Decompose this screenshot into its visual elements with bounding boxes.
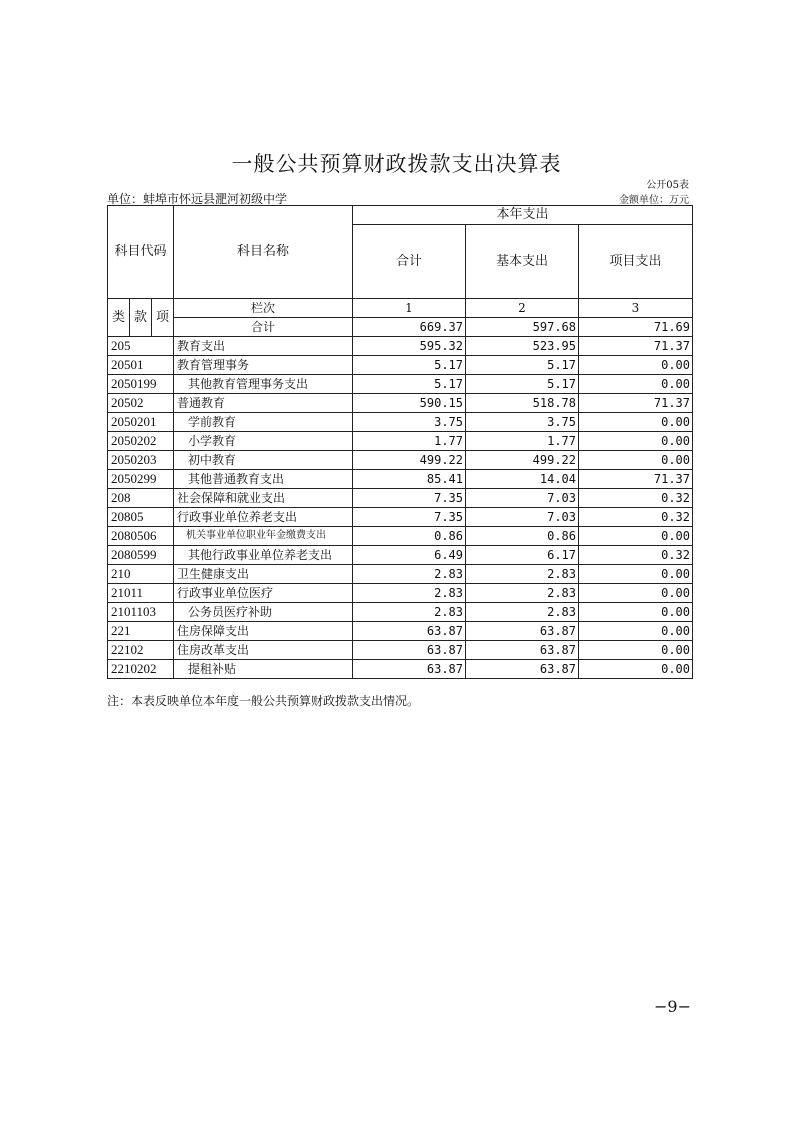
subject-code: 208 bbox=[108, 489, 174, 508]
year-expenditure-header: 本年支出 bbox=[353, 206, 693, 225]
column-index-2: 2 bbox=[466, 299, 579, 318]
subject-code: 2101103 bbox=[108, 603, 174, 622]
table-row bbox=[108, 394, 693, 413]
subject-name: 初中教育 bbox=[174, 451, 353, 470]
grand-total: 669.37 bbox=[353, 318, 466, 337]
basic-value: 7.03 bbox=[466, 508, 579, 527]
subject-code: 210 bbox=[108, 565, 174, 584]
table-row bbox=[108, 546, 693, 565]
total-value: 5.17 bbox=[353, 375, 466, 394]
basic-value: 2.83 bbox=[466, 603, 579, 622]
subject-name: 行政事业单位医疗 bbox=[174, 584, 353, 603]
subject-code-header: 科目代码 bbox=[108, 206, 174, 299]
basic-value: 14.04 bbox=[466, 470, 579, 489]
table-row bbox=[108, 337, 693, 356]
project-value: 0.00 bbox=[579, 356, 693, 375]
total-value: 595.32 bbox=[353, 337, 466, 356]
total-value: 7.35 bbox=[353, 508, 466, 527]
table-row bbox=[108, 451, 693, 470]
project-value: 0.00 bbox=[579, 527, 693, 546]
project-value: 0.00 bbox=[579, 641, 693, 660]
table-row bbox=[108, 660, 693, 679]
table-row bbox=[108, 641, 693, 660]
subject-code: 22102 bbox=[108, 641, 174, 660]
total-value: 0.86 bbox=[353, 527, 466, 546]
total-value: 6.49 bbox=[353, 546, 466, 565]
subject-code: 221 bbox=[108, 622, 174, 641]
project-value: 0.00 bbox=[579, 413, 693, 432]
basic-value: 7.03 bbox=[466, 489, 579, 508]
subject-code: 20805 bbox=[108, 508, 174, 527]
column-index-1: 1 bbox=[353, 299, 466, 318]
project-value: 0.32 bbox=[579, 546, 693, 565]
basic-value: 63.87 bbox=[466, 660, 579, 679]
basic-header: 基本支出 bbox=[466, 225, 579, 299]
expenditure-table bbox=[107, 205, 693, 679]
table-row bbox=[108, 527, 693, 546]
subject-code: 20502 bbox=[108, 394, 174, 413]
project-value: 0.00 bbox=[579, 451, 693, 470]
basic-value: 2.83 bbox=[466, 584, 579, 603]
grand-total-label: 合计 bbox=[174, 318, 353, 337]
table-row bbox=[108, 470, 693, 489]
project-value: 0.00 bbox=[579, 603, 693, 622]
table-row bbox=[108, 622, 693, 641]
subject-name: 普通教育 bbox=[174, 394, 353, 413]
basic-value: 6.17 bbox=[466, 546, 579, 565]
table-row bbox=[108, 584, 693, 603]
subject-code: 205 bbox=[108, 337, 174, 356]
grand-basic: 597.68 bbox=[466, 318, 579, 337]
subject-name-header: 科目名称 bbox=[174, 206, 353, 299]
subject-name: 行政事业单位养老支出 bbox=[174, 508, 353, 527]
subject-code: 2050202 bbox=[108, 432, 174, 451]
subject-name: 住房保障支出 bbox=[174, 622, 353, 641]
basic-value: 523.95 bbox=[466, 337, 579, 356]
project-value: 0.00 bbox=[579, 660, 693, 679]
subject-code: 2080506 bbox=[108, 527, 174, 546]
project-value: 0.32 bbox=[579, 489, 693, 508]
project-value: 71.37 bbox=[579, 394, 693, 413]
project-value: 0.32 bbox=[579, 508, 693, 527]
table-row bbox=[108, 375, 693, 394]
basic-value: 3.75 bbox=[466, 413, 579, 432]
total-value: 590.15 bbox=[353, 394, 466, 413]
subject-code: 2210202 bbox=[108, 660, 174, 679]
subject-code: 2080599 bbox=[108, 546, 174, 565]
basic-value: 63.87 bbox=[466, 641, 579, 660]
total-value: 5.17 bbox=[353, 356, 466, 375]
basic-value: 1.77 bbox=[466, 432, 579, 451]
project-value: 0.00 bbox=[579, 565, 693, 584]
subject-code: 20501 bbox=[108, 356, 174, 375]
total-value: 499.22 bbox=[353, 451, 466, 470]
total-value: 7.35 bbox=[353, 489, 466, 508]
subject-code: 2050203 bbox=[108, 451, 174, 470]
lei-header: 类 bbox=[108, 299, 130, 337]
total-value: 2.83 bbox=[353, 603, 466, 622]
subject-name: 住房改革支出 bbox=[174, 641, 353, 660]
basic-value: 518.78 bbox=[466, 394, 579, 413]
subject-name: 其他教育管理事务支出 bbox=[174, 375, 353, 394]
project-value: 0.00 bbox=[579, 432, 693, 451]
project-value: 0.00 bbox=[579, 622, 693, 641]
table-row bbox=[108, 565, 693, 584]
basic-value: 0.86 bbox=[466, 527, 579, 546]
xiang-header: 项 bbox=[152, 299, 174, 337]
subject-name: 提租补贴 bbox=[174, 660, 353, 679]
subject-name: 其他普通教育支出 bbox=[174, 470, 353, 489]
subject-code: 2050299 bbox=[108, 470, 174, 489]
total-header: 合计 bbox=[353, 225, 466, 299]
basic-value: 5.17 bbox=[466, 375, 579, 394]
unit-name: 单位：蚌埠市怀远县淝河初级中学 bbox=[107, 192, 288, 206]
subject-name: 机关事业单位职业年金缴费支出 bbox=[174, 527, 353, 546]
column-index-3: 3 bbox=[579, 299, 693, 318]
table-row bbox=[108, 413, 693, 432]
subject-name: 学前教育 bbox=[174, 413, 353, 432]
subject-code: 2050201 bbox=[108, 413, 174, 432]
total-value: 63.87 bbox=[353, 660, 466, 679]
column-index-label: 栏次 bbox=[174, 299, 353, 318]
subject-code: 21011 bbox=[108, 584, 174, 603]
subject-name: 教育支出 bbox=[174, 337, 353, 356]
total-value: 63.87 bbox=[353, 622, 466, 641]
total-value: 2.83 bbox=[353, 584, 466, 603]
table-row bbox=[108, 603, 693, 622]
project-value: 0.00 bbox=[579, 375, 693, 394]
project-value: 0.00 bbox=[579, 584, 693, 603]
total-value: 63.87 bbox=[353, 641, 466, 660]
footnote: 注：本表反映单位本年度一般公共预算财政拨款支出情况。 bbox=[107, 694, 420, 708]
total-value: 2.83 bbox=[353, 565, 466, 584]
subject-name: 小学教育 bbox=[174, 432, 353, 451]
total-value: 3.75 bbox=[353, 413, 466, 432]
basic-value: 499.22 bbox=[466, 451, 579, 470]
kuan-header: 款 bbox=[130, 299, 152, 337]
form-code: 公开05表 bbox=[646, 180, 689, 191]
subject-name: 社会保障和就业支出 bbox=[174, 489, 353, 508]
project-value: 71.37 bbox=[579, 470, 693, 489]
total-value: 1.77 bbox=[353, 432, 466, 451]
subject-name: 公务员医疗补助 bbox=[174, 603, 353, 622]
total-value: 85.41 bbox=[353, 470, 466, 489]
table-row bbox=[108, 489, 693, 508]
table-row bbox=[108, 508, 693, 527]
table-row bbox=[108, 356, 693, 375]
subject-code: 2050199 bbox=[108, 375, 174, 394]
basic-value: 2.83 bbox=[466, 565, 579, 584]
basic-value: 5.17 bbox=[466, 356, 579, 375]
page-title: 一般公共预算财政拨款支出决算表 bbox=[231, 152, 562, 176]
subject-name: 卫生健康支出 bbox=[174, 565, 353, 584]
page-number: −9− bbox=[654, 997, 691, 1016]
table-row bbox=[108, 432, 693, 451]
project-value: 71.37 bbox=[579, 337, 693, 356]
basic-value: 63.87 bbox=[466, 622, 579, 641]
subject-name: 其他行政事业单位养老支出 bbox=[174, 546, 353, 565]
subject-name: 教育管理事务 bbox=[174, 356, 353, 375]
money-unit: 金额单位：万元 bbox=[619, 195, 689, 206]
project-header: 项目支出 bbox=[579, 225, 693, 299]
grand-project: 71.69 bbox=[579, 318, 693, 337]
